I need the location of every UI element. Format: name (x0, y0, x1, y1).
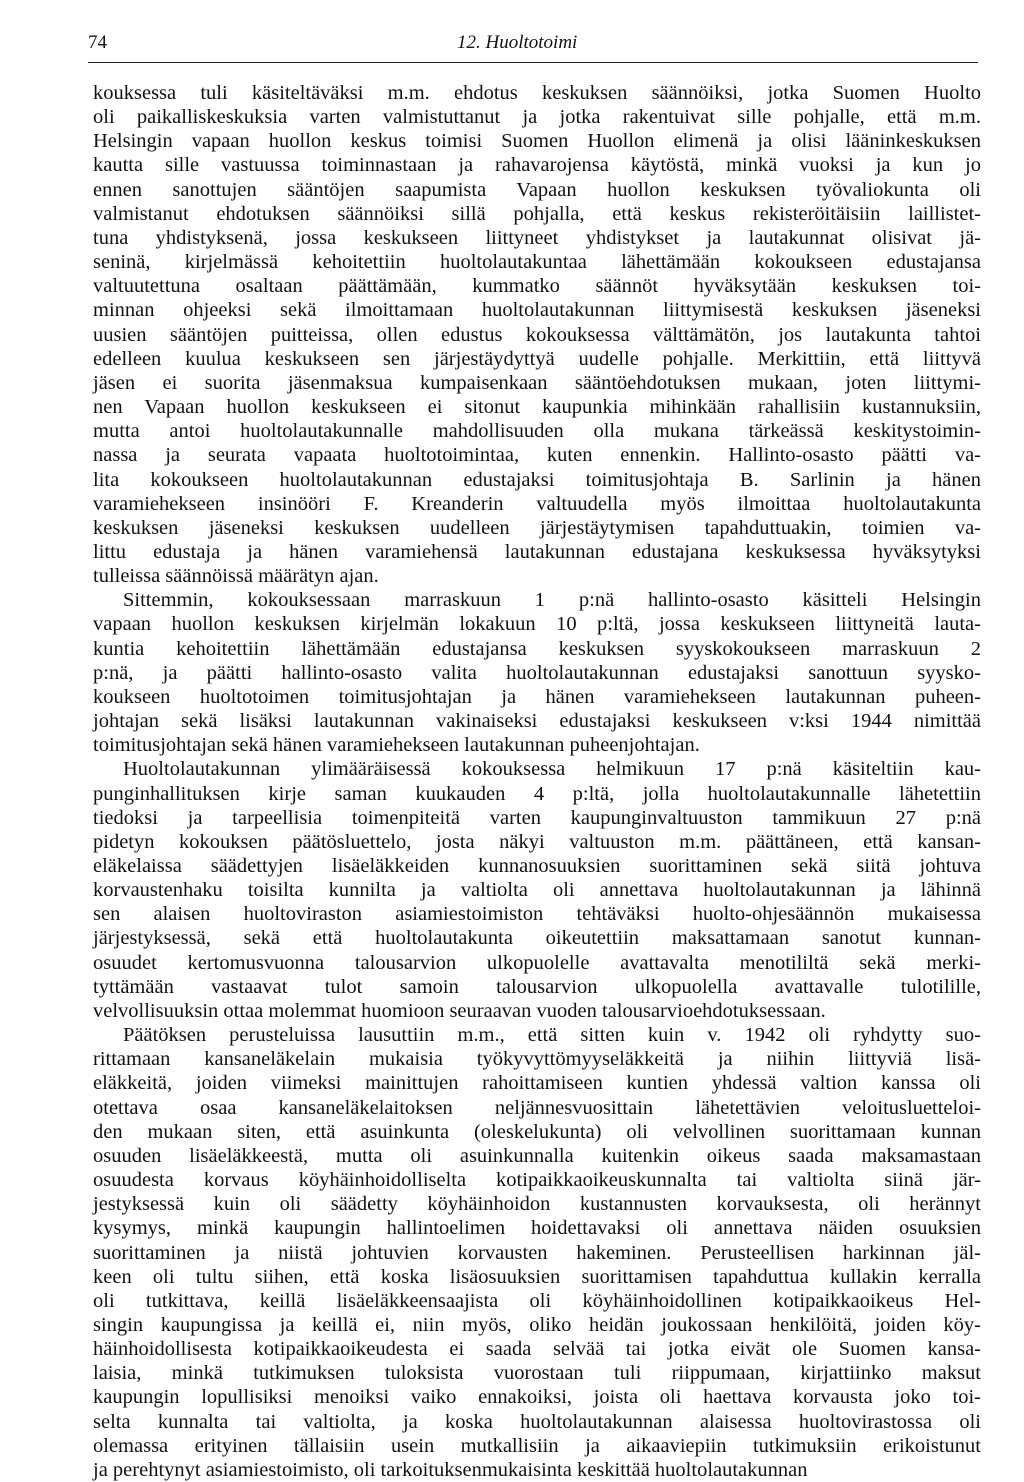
text-line: Huoltolautakunnan ylimääräisessä kokouksessa helmikuun 17 p:nä käsiteltiin kau- (123, 758, 981, 781)
text-line: ennen sanottujen sääntöjen saapumista Vapaan huollon keskuksen työvaliokunta oli (93, 178, 981, 201)
text-line: ja perehtynyt asiamiestoimisto, oli tarkoituksenmukaisinta keskittää huoltolautakunnan (93, 1458, 808, 1481)
text-line: kaupungin lopullisiksi menoiksi vaiko ennakoiksi, joista oli haettava korvausta joko toi- (93, 1386, 981, 1409)
text-line: osuuden lisäeläkkeestä, mutta oli asuinkunnalla kuitenkin oikeus saada maksamastaan (93, 1144, 981, 1167)
text-line: mutta antoi huoltolautakunnalle mahdollisuuden olla mukana tärkeässä keskitystoimin- (93, 420, 981, 443)
text-line: Helsingin vapaan huollon keskus toimisi Suomen Huollon elimenä ja olisi lääninkeskuksen (93, 130, 981, 153)
text-line: singin kaupungissa ja keillä ei, niin myös, oliko heidän joukossaan henkilöitä, joiden köy- (93, 1313, 981, 1336)
text-line: lita kokoukseen huoltolautakunnan edustajaksi toimitusjohtaja B. Sarlinin ja hänen (93, 468, 981, 491)
text-line: minnan ohjeeksi sekä ilmoittamaan huoltolautakunnan liittymisestä keskuksen jäseneksi (93, 299, 981, 322)
text-line: osuudesta korvaus köyhäinhoidolliselta kotipaikkaoikeuskunnalta tai valtiolta siinä jär- (93, 1169, 981, 1192)
paragraph (93, 588, 981, 757)
paragraph (93, 1023, 981, 1482)
text-line: suorittaminen ja niistä johtuvien korvausten hakeminen. Perusteellisen harkinnan jäl- (93, 1241, 981, 1264)
text-line: keen oli tultu siihen, että koska lisäosuuksien suorittamisen tapahduttua kullakin kerralla (93, 1265, 981, 1288)
text-line: edelleen kuulua keskukseen sen järjestäydyttyä uudelle pohjalle. Merkittiin, että liittyvä (93, 347, 981, 370)
text-line: varamiehekseen insinööri F. Kreanderin valtuudella myös ilmoittaa huoltolautakunta (93, 492, 981, 515)
text-line: johtajan sekä lisäksi lautakunnan vakinaiseksi edustajaksi keskukseen v:ksi 1944 nimittää (93, 710, 981, 733)
text-line: korvaustenhaku toisilta kunnilta ja valtiolta oli annettava huoltolautakunnan ja lähinnä (93, 879, 981, 902)
text-line: uusien sääntöjen puitteissa, ollen edustus kokouksessa välttämätön, jos lautakunta tahtoi (93, 323, 981, 346)
text-line: p:nä, ja päätti hallinto-osasto valita huoltolautakunnan edustajaksi sanottuun syysko- (93, 661, 981, 684)
text-line: nassa ja seurata vapaata huoltotoimintaa, kuten ennenkin. Hallinto-osasto päätti va- (93, 444, 981, 467)
text-line: tulleissa säännöissä määrätyn ajan. (93, 565, 379, 588)
page-header (88, 28, 978, 63)
text-line: jäsen ei suorita jäsenmaksua kumpaisenkaan sääntöehdotuksen mukaan, joten liittymi- (93, 371, 981, 394)
text-line: velvollisuuksin ottaa molemmat huomioon seuraavan vuoden talousarvioehdotuksessaan. (93, 999, 826, 1022)
text-line: Sittemmin, kokouksessaan marraskuun 1 p:nä hallinto-osasto käsitteli Helsingin (123, 589, 981, 612)
text-line: valmistanut ehdotuksen säännöiksi sillä pohjalla, että keskus rekisteröitäisiin laillistet- (93, 202, 981, 225)
text-line: jestyksessä kuin oli säädetty köyhäinhoidon kustannusten korvauksesta, oli herännyt (93, 1193, 981, 1216)
text-line: nen Vapaan huollon keskukseen ei sitonut kaupunkia mihinkään rahallisiin kustannuksiin, (93, 396, 981, 419)
text-line: osuudet kertomusvuonna talousarvion ulkopuolelle avattavalta menotililtä sekä merki- (93, 951, 981, 974)
text-line: tuna yhdistyksenä, jossa keskukseen liittyneet yhdistykset ja lautakunnat olisivat jä- (93, 226, 981, 249)
text-line: kouksessa tuli käsiteltäväksi m.m. ehdotus keskuksen säännöiksi, jotka Suomen Huolto (93, 82, 981, 104)
text-line: sen alaisen huoltoviraston asiamiestoimiston tehtäväksi huolto-ohjesäännön mukaisessa (93, 903, 981, 926)
text-line: vapaan huollon keskuksen kirjelmän lokakuun 10 p:ltä, jossa keskukseen liittyneitä lauta- (93, 613, 981, 636)
text-line: järjestyksessä, sekä että huoltolautakunta oikeutettiin maksattamaan sanotut kunnan- (93, 927, 981, 950)
text-line: seninä, kirjelmässä kehoitettiin huoltolautakuntaa lähettämään kokoukseen edustajansa (93, 251, 981, 274)
text-line: olemassa erityinen tällaisiin usein mutkallisiin ja aikaaviepiin tutkimuksiin erikoistunut (93, 1434, 981, 1457)
text-line: valtuutettuna osaltaan päättämään, kummatko säännöt hyväksytään keskuksen toi- (93, 275, 981, 298)
text-line: Päätöksen perusteluissa lausuttiin m.m., että sitten kuin v. 1942 oli ryhdytty suo- (123, 1024, 981, 1047)
text-line: kysymys, minkä kaupungin hallintoelimen hoidettavaksi oli annettava näiden osuuksien (93, 1217, 981, 1240)
body-text (93, 81, 981, 1482)
text-line: den mukaan siten, että asuinkunta (oleskelukunta) oli velvollinen suorittamaan kunnan (93, 1120, 981, 1143)
text-line: häinhoidollisesta kotipaikkaoikeudesta ei saada selvää tai jotka eivät ole Suomen kansa- (93, 1338, 981, 1361)
text-line: oli tutkittava, keillä lisäeläkkeensaajista oli köyhäinhoidollinen kotipaikkaoikeus Hel- (93, 1289, 981, 1312)
text-line: koukseen huoltotoimen toimitusjohtajan ja hänen varamiehekseen lautakunnan puheen- (93, 685, 981, 708)
text-line: tyttämään vastaavat tulot samoin talousarvion ulkopuolella avattavalle tulotilille, (93, 975, 981, 998)
text-line: tiedoksi ja tarpeellisia toimenpiteitä varten kaupunginvaltuuston tammikuun 27 p:nä (93, 806, 981, 829)
paragraph (93, 81, 981, 588)
text-line: kautta sille vastuussa toiminnastaan ja rahavarojensa käytöstä, minkä vuoksi ja kun jo (93, 154, 981, 177)
text-line: otettava osaa kansaneläkelaitoksen neljännesvuosittain lähetettävien veloitusluetteloi- (93, 1096, 981, 1119)
text-line: punginhallituksen kirje saman kuukauden 4 p:ltä, jolla huoltolautakunnalle lähetettiin (93, 782, 981, 805)
text-line: kuntia kehoitettiin lähettämään edustajansa keskuksen syyskokoukseen marraskuun 2 (93, 637, 981, 660)
text-line: rittamaan kansaneläkelain mukaisia työkyvyttömyyseläkkeitä ja niihin liittyviä lisä- (93, 1048, 981, 1071)
text-line: selta kunnalta tai valtiolta, ja koska huoltolautakunnan alaisessa huoltovirastossa oli (93, 1410, 981, 1433)
text-line: pidetyn kokouksen päätösluettelo, josta näkyi valtuuston m.m. päättäneen, että kansan- (93, 830, 981, 853)
paragraph (93, 757, 981, 1023)
text-line: laisia, minkä tutkimuksen tuloksista vuorostaan tuli riippumaan, kirjattiinko maksut (93, 1362, 981, 1385)
text-line: keskuksen jäseneksi keskuksen uudelleen järjestäytymisen tapahduttuakin, toimien va- (93, 516, 981, 539)
text-line: toimitusjohtajan sekä hänen varamiehekseen lautakunnan puheenjohtajan. (93, 734, 700, 757)
text-line: eläkelaissa säädettyjen lisäeläkkeiden kunnanosuuksien suorittaminen sekä siitä johtuva (93, 855, 981, 877)
text-line: eläkkeitä, joiden viimeksi mainittujen rahoittamiseen kuntien yhdessä valtion kanssa oli (93, 1072, 981, 1095)
page-number: 74 (88, 32, 107, 53)
running-title: 12. Huoltotoimi (457, 32, 578, 53)
text-line: oli paikalliskeskuksia varten valmistuttanut ja jotka rakentuivat sille pohjalle, että m.m. (93, 106, 981, 129)
text-line: littu edustaja ja hänen varamiehensä lautakunnan edustajana keskuksessa hyväksytyksi (93, 540, 981, 563)
